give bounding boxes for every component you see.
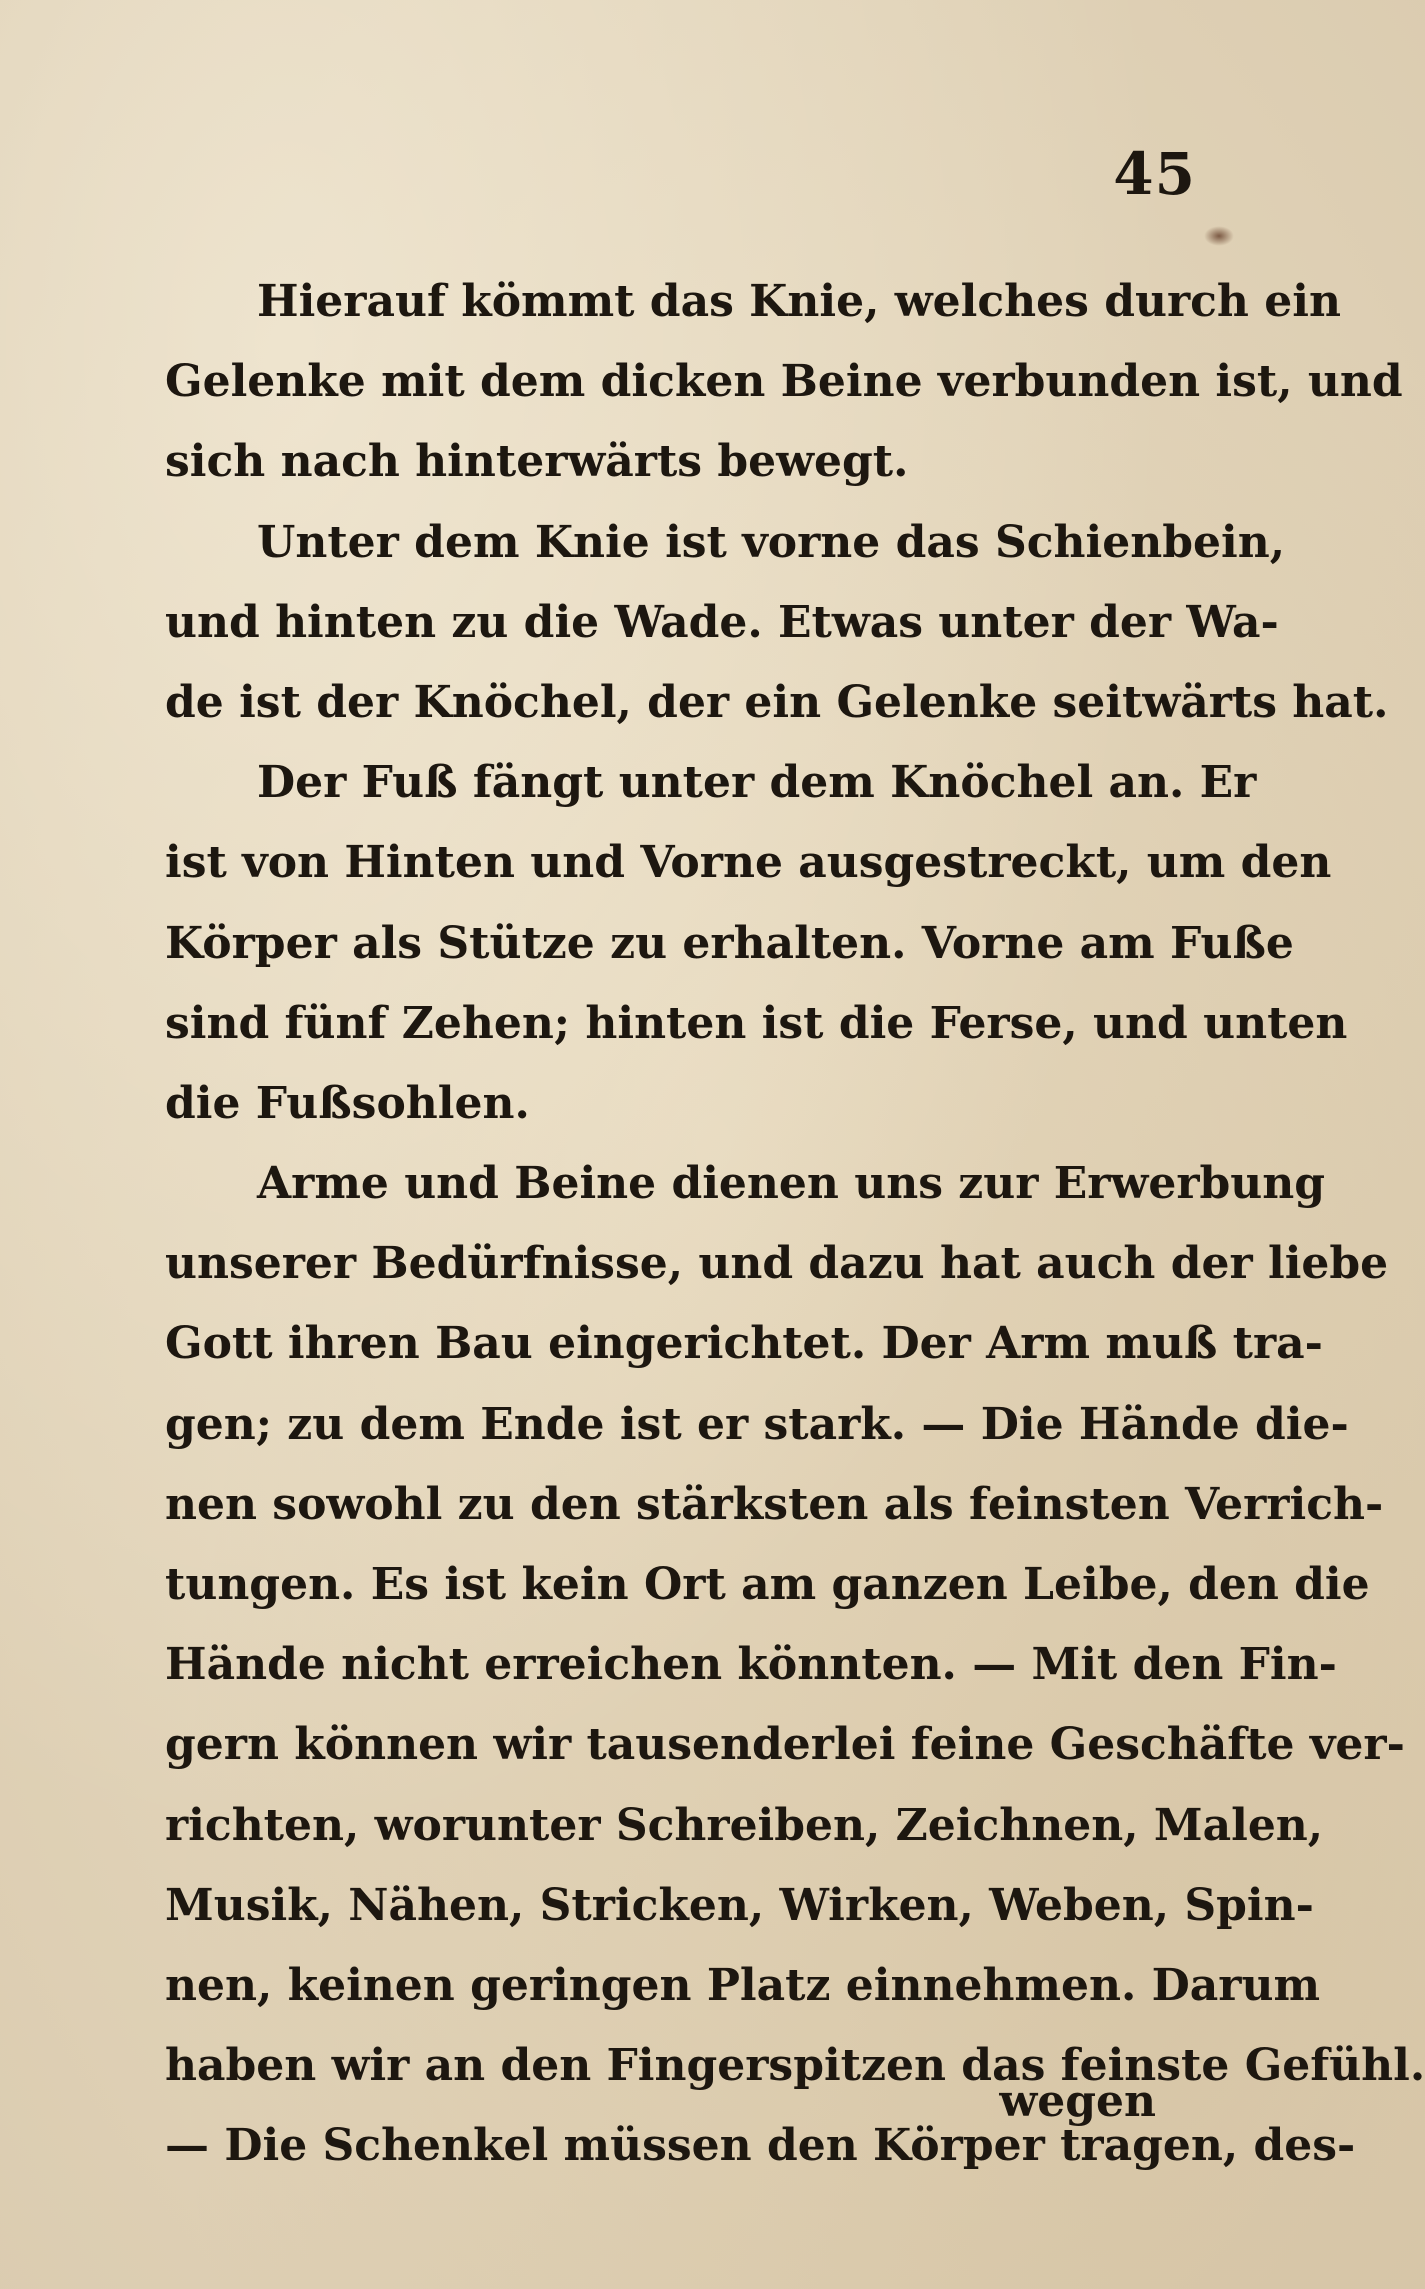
text-line: — Die Schenkel müssen den Körper tragen, des- [165,2120,1356,2172]
text-line: gen; zu dem Ende ist er stark. — Die Hände die- [165,1398,1349,1450]
text-line: Hierauf kömmt das Knie, welches durch ein [257,276,1341,327]
page-number: 45 [1113,140,1196,208]
text-line: sind fünf Zehen; hinten ist die Ferse, und unten [165,997,1348,1049]
text-line: Hände nicht erreichen könnten. — Mit den Fin- [165,1639,1337,1691]
text-line: Der Fuß fängt unter dem Knöchel an. Er [257,757,1257,809]
text-line: sich nach hinterwärts bewegt. [165,436,909,488]
ink-stain [1204,226,1234,246]
text-line: Musik, Nähen, Stricken, Wirken, Weben, Spin- [165,1879,1314,1931]
text-line: Gott ihren Bau eingerichtet. Der Arm muß tra- [165,1318,1323,1370]
text-line: unserer Bedürfnisse, und dazu hat auch der liebe [165,1238,1389,1290]
catchword: wegen [999,2076,1156,2127]
text-line: nen, keinen geringen Platz einnehmen. Darum [165,1959,1320,2011]
text-line: Arme und Beine dienen uns zur Erwerbung [257,1158,1326,1210]
text-line: ist von Hinten und Vorne ausgestreckt, um den [165,837,1332,889]
text-line: de ist der Knöchel, der ein Gelenke seitwärts hat. [165,676,1389,728]
text-line: Unter dem Knie ist vorne das Schienbein, [257,516,1286,568]
text-line: Gelenke mit dem dicken Beine verbunden ist, und [165,356,1403,408]
text-line: tungen. Es ist kein Ort am ganzen Leibe, den die [165,1559,1370,1610]
text-line: gern können wir tausenderlei feine Geschäfte ver- [165,1719,1405,1771]
text-line: richten, worunter Schreiben, Zeichnen, Malen, [165,1799,1324,1851]
text-line: haben wir an den Fingerspitzen das feinste Gefühl. [165,2040,1425,2092]
text-line: nen sowohl zu den stärksten als feinsten Verrich- [165,1478,1384,1530]
text-line: und hinten zu die Wade. Etwas unter der Wa- [165,596,1279,648]
text-line: die Fußsohlen. [165,1077,530,1129]
body-text [165,262,1425,2187]
text-line: Körper als Stütze zu erhalten. Vorne am Fuße [165,917,1294,969]
